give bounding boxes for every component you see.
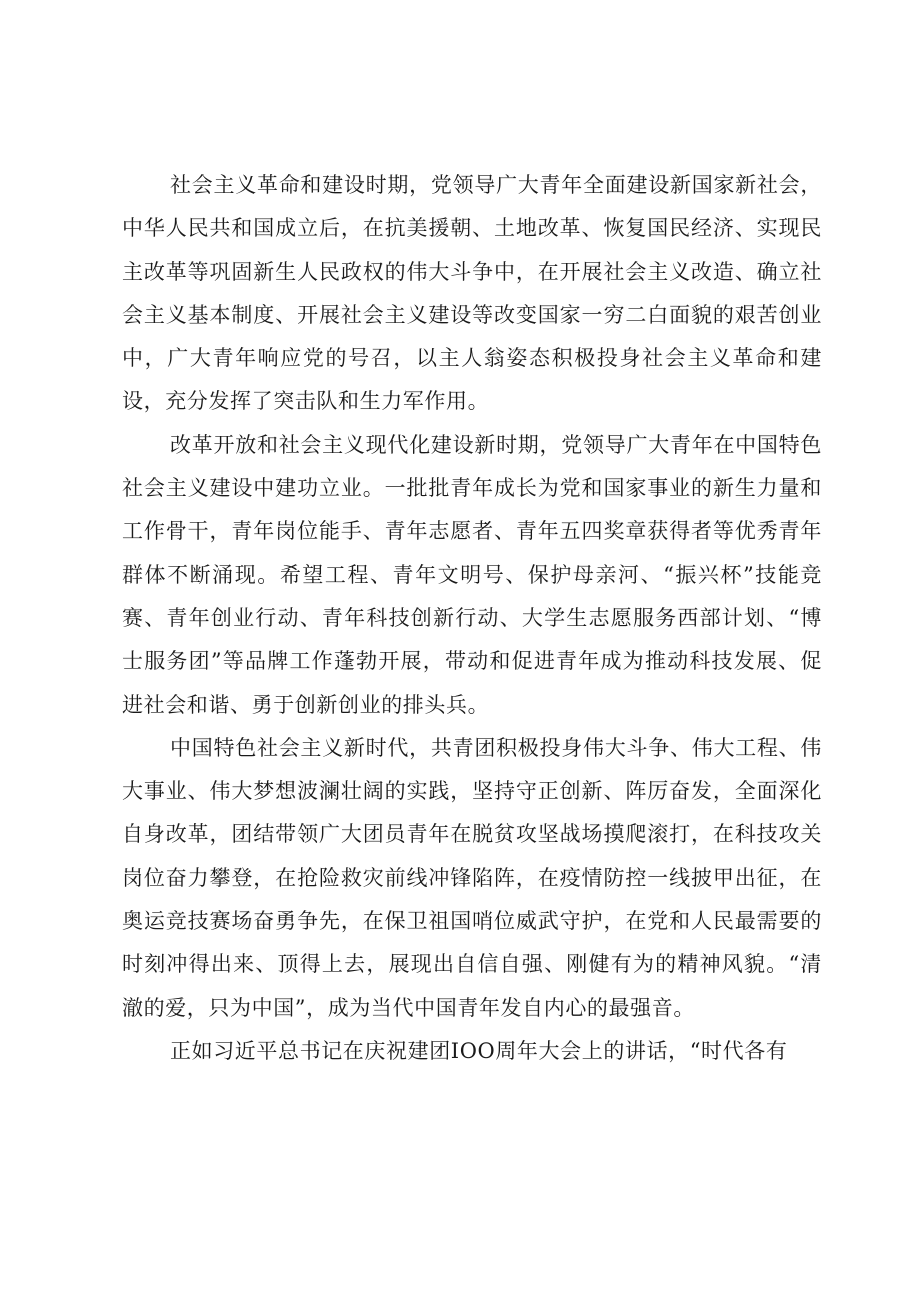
paragraph-new-era: 中国特色社会主义新时代，共青团积极投身伟大斗争、伟大工程、伟大事业、伟大梦想波澜壮阔的实践，坚持守正创新、阵厉奋发，全面深化自身改革，团结带领广大团员青年在脱贫攻坚战场摸爬滚打，在科技攻关岗位奋力攀登，在抢险救灾前线冲锋陷阵，在疫情防控一线披甲出征，在奥运竞技赛场奋勇争先，在保卫祖国哨位威武守护，在党和人民最需要的时刻冲得出来、顶得上去，展现出自信自强、刚健有为的精神风貌。“清澈的爱，只为中国”，成为当代中国青年发自内心的最强音。 bbox=[122, 735, 822, 1020]
paragraph-socialist-revolution-period: 社会主义革命和建设时期，党领导广大青年全面建设新国家新社会，中华人民共和国成立后，在抗美援朝、土地改革、恢复国民经济、实现民主改革等巩固新生人民政权的伟大斗争中，在开展社会主义改造、确立社会主义基本制度、开展社会主义建设等改变国家一穷二白面貌的艰苦创业中，广大青年响应党的号召，以主人翁姿态积极投身社会主义革命和建设，充分发挥了突击队和生力军作用。 bbox=[122, 173, 822, 414]
paragraph-reform-opening-period: 改革开放和社会主义现代化建设新时期，党领导广大青年在中国特色社会主义建设中建功立业。一批批青年成长为党和国家事业的新生力量和工作骨干，青年岗位能手、青年志愿者、青年五四奖章获得者等优秀青年群体不断涌现。希望工程、青年文明号、保护母亲河、“振兴杯”技能竞赛、青年创业行动、青年科技创新行动、大学生志愿服务西部计划、“博士服务团”等品牌工作蓬勃开展，带动和促进青年成为推动科技发展、促进社会和谐、勇于创新创业的排头兵。 bbox=[122, 432, 822, 717]
document-body bbox=[122, 164, 822, 1073]
paragraph-speech-quote: 正如习近平总书记在庆祝建团IOO周年大会上的讲话，“时代各有 bbox=[170, 1038, 788, 1063]
